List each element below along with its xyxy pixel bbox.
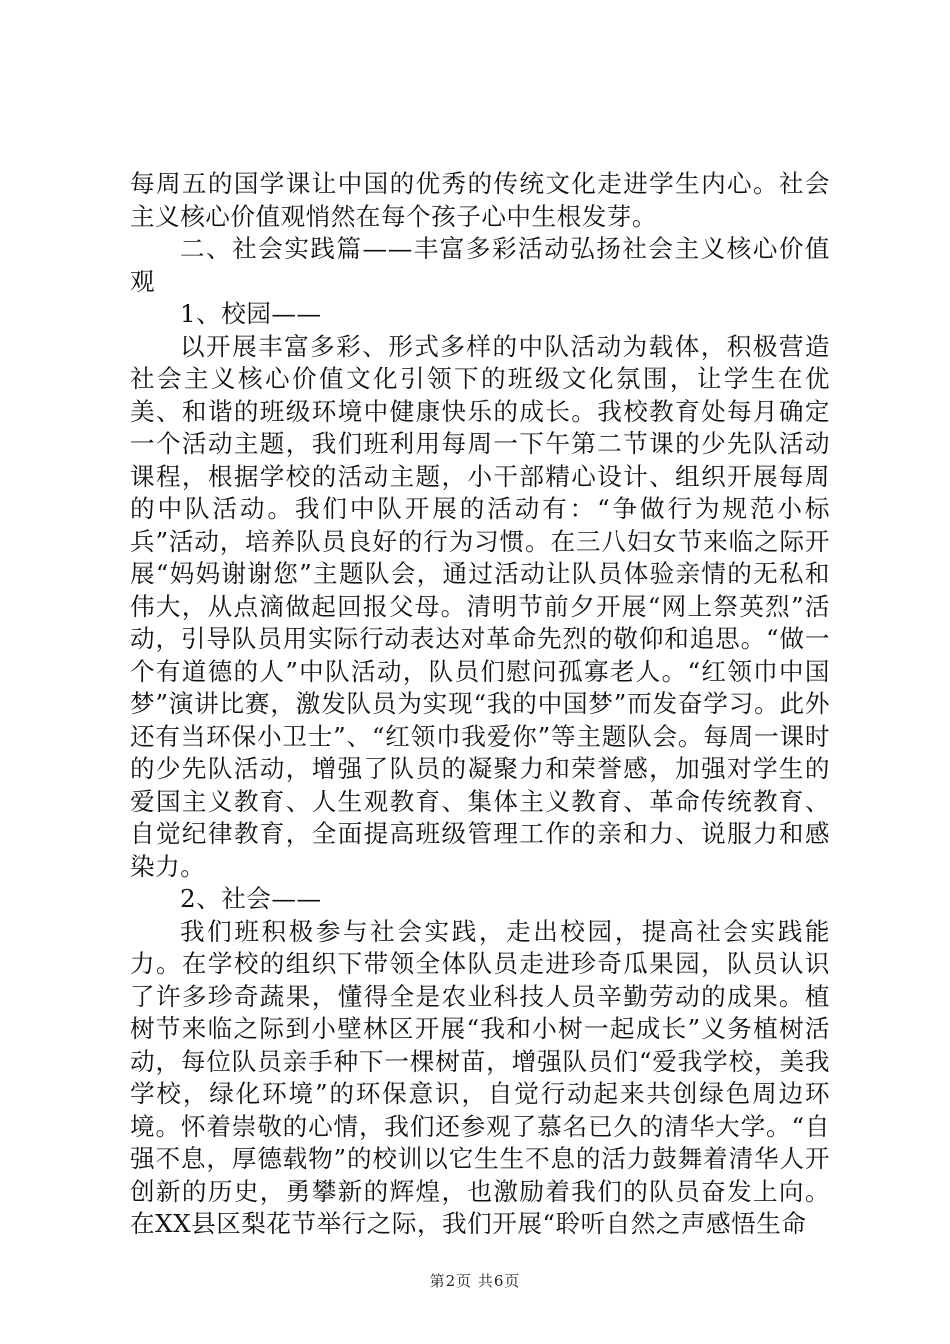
paragraph-society-activities: 我们班积极参与社会实践，走出校园，提高社会实践能力。在学校的组织下带领全体队员走进珍奇瓜果园，队员认识了许多珍奇蔬果，懂得全是农业科技人员辛勤劳动的成果。植树节来临之际到小壁林区开展“我和小树一起成长”义务植树活动，每位队员亲手种下一棵树苗，增强队员们“爱我学校，美我学校，绿化环境”的环保意识，自觉行动起来共创绿色周边环境。怀着崇敬的心情，我们还参观了慕名已久的清华大学。“自强不息，厚德载物”的校训以它生生不息的活力鼓舞着清华人开创新的历史，勇攀新的辉煌，也激励着我们的队员奋发上向。在XX县区梨花节举行之际，我们开展“聆听自然之声感悟生命 <box>130 916 830 1238</box>
paragraph-intro-continuation: 每周五的国学课让中国的优秀的传统文化走进学生内心。社会主义核心价值观悄然在每个孩子心中生根发芽。 <box>130 169 830 231</box>
page-number-footer: 第2页 共6页 <box>429 1272 521 1290</box>
paragraph-campus-activities: 以开展丰富多彩、形式多样的中队活动为载体，积极营造社会主义核心价值文化引领下的班级文化氛围，让学生在优美、和谐的班级环境中健康快乐的成长。我校教育处每月确定一个活动主题，我们班利用每周一下午第二节课的少先队活动课程，根据学校的活动主题，小干部精心设计、组织开展每周的中队活动。我们中队开展的活动有：“争做行为规范小标兵”活动，培养队员良好的行为习惯。在三八妇女节来临之际开展“妈妈谢谢您”主题队会，通过活动让队员体验亲情的无私和伟大，从点滴做起回报父母。清明节前夕开展“网上祭英烈”活动，引导队员用实际行动表达对革命先烈的敬仰和追思。“做一个有道德的人”中队活动，队员们慰问孤寡老人。“红领巾中国梦”演讲比赛，激发队员为实现“我的中国梦”而发奋学习。此外还有当环保小卫士”、“红领巾我爱你”等主题队会。每周一课时的少先队活动，增强了队员的凝聚力和荣誉感，加强对学生的爱国主义教育、人生观教育、集体主义教育、革命传统教育、自觉纪律教育，全面提高班级管理工作的亲和力、说服力和感染力。 <box>130 331 830 881</box>
subheading-campus: 1、校园—— <box>180 299 322 328</box>
body-text <box>130 168 830 1241</box>
subheading-society: 2、社会—— <box>180 884 322 913</box>
section-heading-social-practice: 二、社会实践篇——丰富多彩活动弘扬社会主义核心价值观 <box>130 234 830 296</box>
